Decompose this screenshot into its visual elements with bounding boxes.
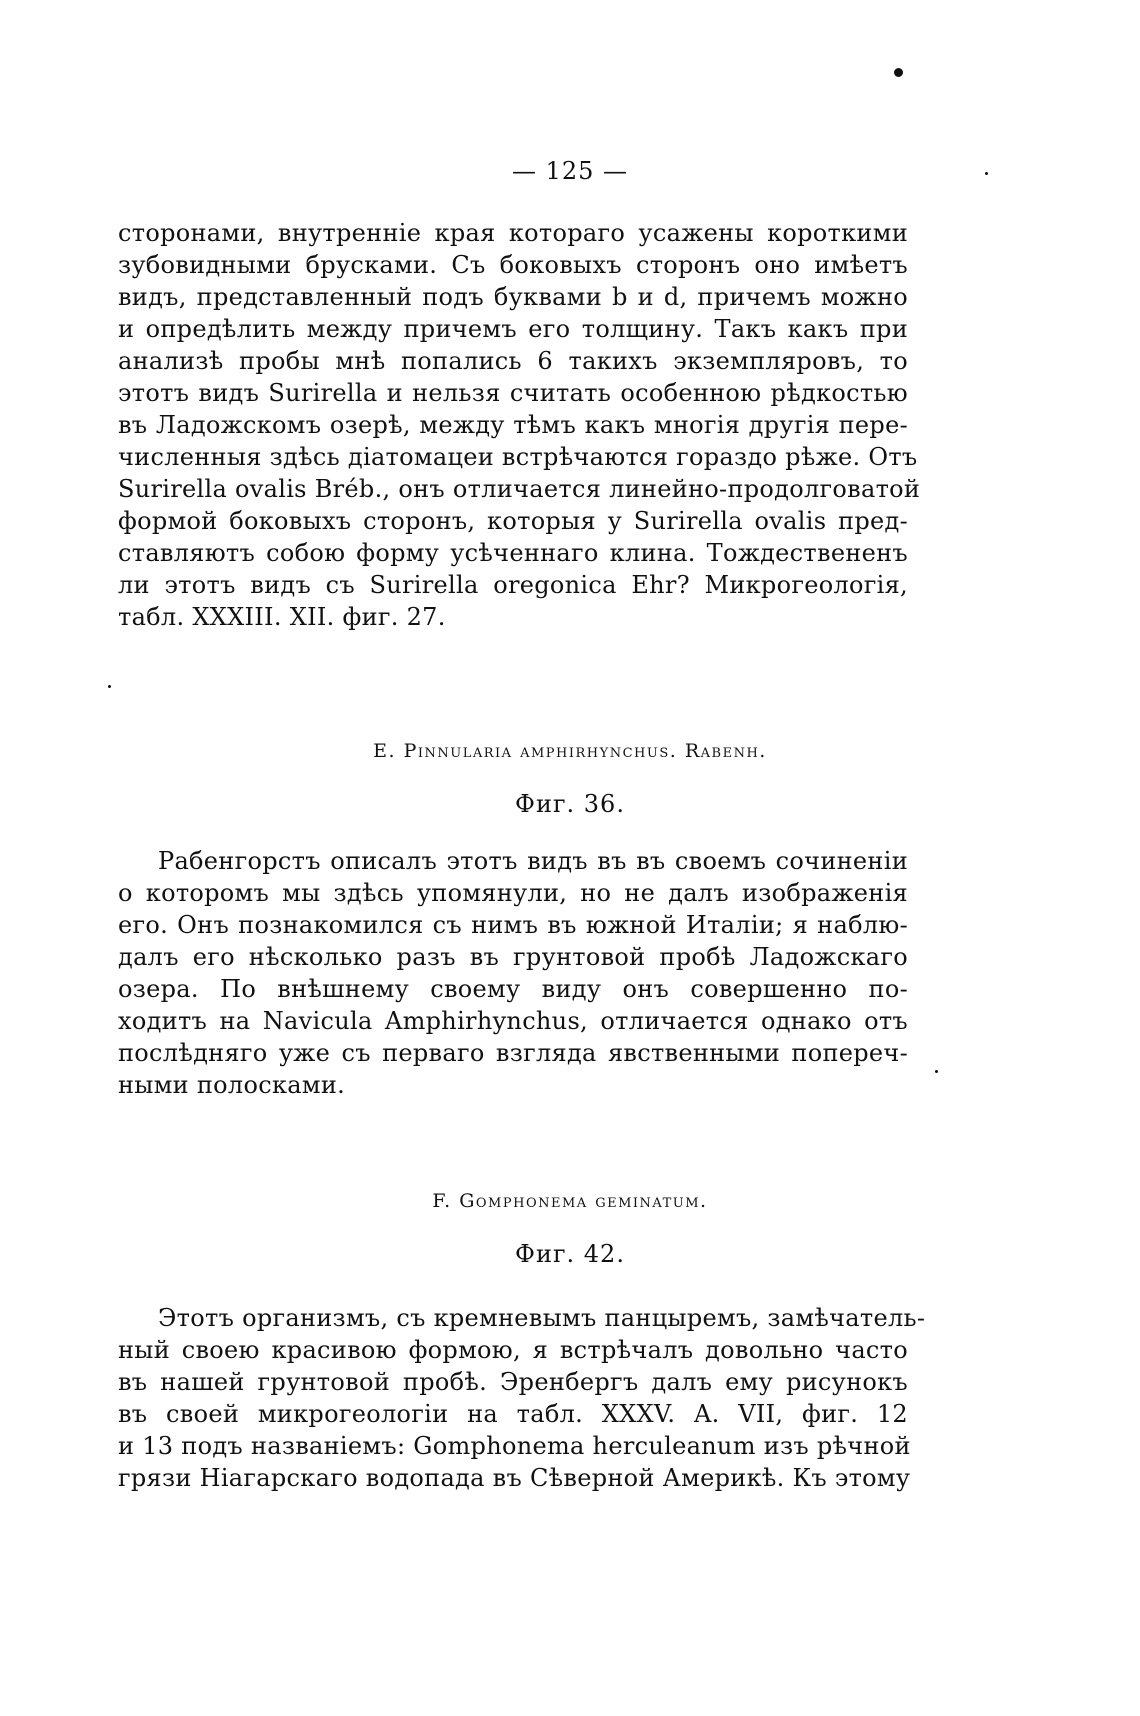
text-line: въ своей микрогеологiи на табл. XXXV. A. VII, фиг. 12 (118, 1400, 908, 1428)
section-heading-e: E. Pinnularia amphirhynchus. Rabenh. (373, 740, 767, 762)
text-line: Surirella ovalis Bréb., онъ отличается линейно-продолговатой (118, 475, 921, 503)
text-line: видъ, представленный подъ буквами b и d, причемъ можно (118, 283, 908, 311)
text-line: послѣдняго уже съ перваго взгляда явственными попереч- (118, 1039, 908, 1067)
text-line: въ нашей грунтовой пробѣ. Эренбергъ далъ ему рисунокъ (118, 1368, 908, 1396)
text-line: и опредѣлить между причемъ его толщину. Такъ какъ при (118, 315, 908, 343)
paragraph-pinnularia (118, 845, 908, 1101)
text-line: зубовидными брусками. Съ боковыхъ сторонъ оно имѣетъ (118, 251, 908, 279)
text-line: ный своею красивою формою, я встрѣчалъ довольно часто (118, 1336, 908, 1364)
page-number: — 125 — (511, 157, 629, 185)
ink-speck (894, 68, 903, 77)
text-line: этотъ видъ Surirella и нельзя считать особенною рѣдкостью (118, 379, 908, 407)
text-line: Рабенгорстъ описалъ этотъ видъ въ въ своемъ сочиненiи (158, 847, 908, 875)
text-line: ставляютъ собою форму усѣченнаго клина. Тождествененъ (118, 539, 908, 567)
text-line: далъ его нѣсколько разъ въ грунтовой пробѣ Ладожскаго (118, 943, 908, 971)
section-heading-f: F. Gomphonema geminatum. (432, 1190, 708, 1212)
text-line: Этотъ организмъ, съ кремневымъ панцыремъ, замѣчатель- (158, 1304, 926, 1332)
text-line: ли этотъ видъ съ Surirella oregonica Ehr? Микрогеологiя, (118, 571, 908, 599)
text-line: численныя здѣсь дiатомацеи встрѣчаются гораздо рѣже. Отъ (118, 443, 918, 471)
text-line: озера. По внѣшнему своему виду онъ совершенно по- (118, 975, 908, 1003)
paragraph-gomphonema (118, 1302, 926, 1494)
ink-speck (108, 685, 111, 688)
text-line: о которомъ мы здѣсь упомянули, но не далъ изображенiя (118, 879, 908, 907)
text-line: формой боковыхъ сторонъ, которыя у Surirella ovalis пред- (118, 507, 908, 535)
text-line: анализѣ пробы мнѣ попались 6 такихъ экземпляровъ, то (118, 347, 908, 375)
text-line: и 13 подъ названiемъ: Gomphonema herculeanum изъ рѣчной (118, 1432, 911, 1460)
paragraph-surirella (118, 217, 921, 633)
text-line: ными полосками. (118, 1071, 346, 1099)
text-line: сторонами, внутреннiе края котораго усажены короткими (118, 219, 908, 247)
text-line: ходитъ на Navicula Amphirhynchus, отличается однако отъ (118, 1007, 908, 1035)
text-line: табл. XXXIII. XII. фиг. 27. (118, 603, 446, 631)
figure-reference-42: Фиг. 42. (515, 1240, 625, 1268)
text-line: его. Онъ познакомился съ нимъ въ южной Италiи; я наблю- (118, 911, 908, 939)
text-line: грязи Нiагарскаго водопада въ Сѣверной Америкѣ. Къ этому (118, 1464, 911, 1492)
figure-reference-36: Фиг. 36. (515, 790, 625, 818)
ink-speck (935, 1070, 938, 1073)
text-line: въ Ладожскомъ озерѣ, между тѣмъ какъ многiя другiя пере- (118, 411, 908, 439)
